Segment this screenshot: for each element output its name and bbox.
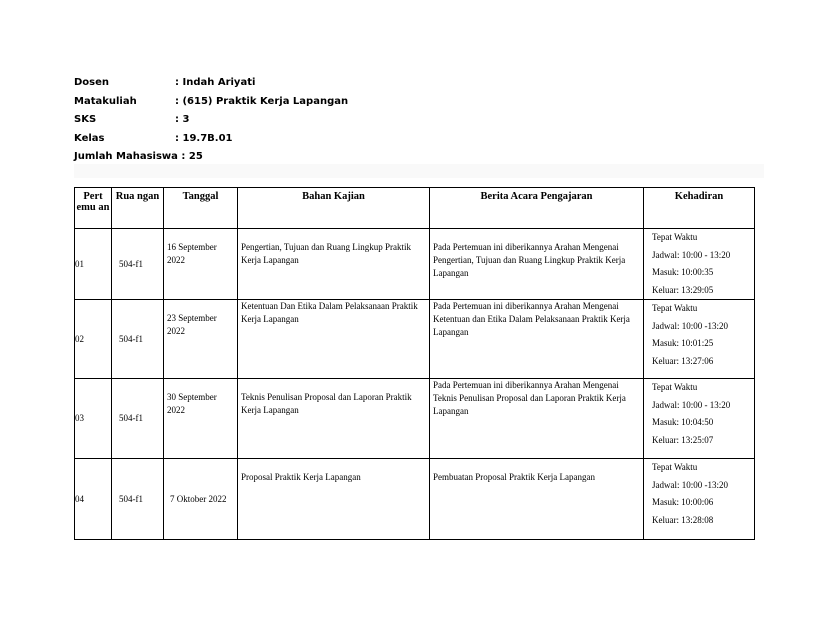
jadwal-text: Jadwal: 10:00 -13:20 — [652, 320, 728, 331]
header-ruangan: Rua ngan — [112, 188, 164, 229]
jadwal-text: Jadwal: 10:00 - 13:20 — [652, 249, 731, 260]
cell-tanggal: 23 September 2022 — [164, 300, 238, 379]
jumlah-label: Jumlah Mahasiswa — [74, 151, 178, 162]
keluar-text: Keluar: 13:27:06 — [652, 355, 714, 366]
cell-tanggal: 16 September 2022 — [164, 229, 238, 300]
keluar-text: Keluar: 13:28:08 — [652, 514, 714, 525]
cell-ruangan: 504-f1 — [112, 300, 164, 379]
cell-tanggal: 30 September 2022 — [164, 379, 238, 459]
status-text: Tepat Waktu — [652, 232, 698, 242]
table-row — [75, 459, 755, 540]
header-bahan-kajian: Bahan Kajian — [238, 188, 430, 229]
dosen-label: Dosen — [74, 77, 110, 88]
cell-ruangan: 504-f1 — [112, 459, 164, 540]
cell-tanggal: 7 Oktober 2022 — [164, 459, 238, 540]
divider-band — [74, 164, 764, 178]
status-text: Tepat Waktu — [652, 382, 698, 392]
cell-ruangan: 504-f1 — [112, 229, 164, 300]
dosen-value: : Indah Ariyati — [175, 77, 256, 88]
cell-no: 01 — [75, 229, 112, 300]
table-row — [75, 379, 755, 459]
cell-bahan: Pengertian, Tujuan dan Ruang Lingkup Praktik Kerja Lapangan — [238, 229, 430, 300]
attendance-table — [74, 187, 755, 540]
table-row — [75, 229, 755, 300]
cell-kehadiran — [644, 459, 755, 540]
header-kehadiran: Kehadiran — [644, 188, 755, 229]
kelas-value: : 19.7B.01 — [175, 132, 233, 144]
cell-berita: Pembuatan Proposal Praktik Kerja Lapangan — [430, 459, 644, 540]
status-text: Tepat Waktu — [652, 303, 698, 313]
sks-row — [74, 111, 203, 130]
course-info — [74, 74, 349, 167]
matakuliah-label: Matakuliah — [74, 95, 137, 107]
header-berita-acara: Berita Acara Pengajaran — [430, 188, 644, 229]
jadwal-text: Jadwal: 10:00 -13:20 — [652, 479, 728, 490]
header-row — [75, 188, 755, 229]
cell-kehadiran — [644, 229, 755, 300]
cell-bahan: Teknis Penulisan Proposal dan Laporan Praktik Kerja Lapangan — [238, 379, 430, 459]
header-pertemuan: Pert emu an — [75, 188, 112, 229]
masuk-text: Masuk: 10:04:50 — [652, 417, 714, 427]
jadwal-text: Jadwal: 10:00 - 13:20 — [652, 399, 731, 410]
cell-berita: Pada Pertemuan ini diberikannya Arahan Mengenai Pengertian, Tujuan dan Ruang Lingkup Praktik Kerja Lapangan — [430, 229, 644, 300]
cell-bahan: Ketentuan Dan Etika Dalam Pelaksanaan Praktik Kerja Lapangan — [238, 300, 430, 379]
masuk-text: Masuk: 10:00:06 — [652, 497, 714, 507]
cell-no: 04 — [75, 459, 112, 540]
keluar-text: Keluar: 13:25:07 — [652, 434, 714, 445]
masuk-text: Masuk: 10:01:25 — [652, 338, 714, 348]
kelas-row — [74, 130, 233, 149]
cell-no: 03 — [75, 379, 112, 459]
sks-label: SKS — [74, 114, 97, 125]
masuk-text: Masuk: 10:00:35 — [652, 267, 714, 277]
kelas-label: Kelas — [74, 132, 105, 144]
cell-no: 02 — [75, 300, 112, 379]
matakuliah-row — [74, 93, 349, 112]
cell-berita: Pada Pertemuan ini diberikannya Arahan Mengenai Ketentuan dan Etika Dalam Pelaksanaan Praktik Kerja Lapangan — [430, 300, 644, 379]
keluar-text: Keluar: 13:29:05 — [652, 284, 714, 295]
table-row — [75, 300, 755, 379]
status-text: Tepat Waktu — [652, 462, 698, 472]
matakuliah-value: : (615) Praktik Kerja Lapangan — [175, 95, 349, 107]
jumlah-value: : 25 — [181, 151, 203, 162]
cell-kehadiran — [644, 300, 755, 379]
cell-ruangan: 504-f1 — [112, 379, 164, 459]
sks-value: : 3 — [175, 114, 190, 125]
header-tanggal: Tanggal — [164, 188, 238, 229]
cell-berita: Pada Pertemuan ini diberikannya Arahan Mengenai Teknis Penulisan Proposal dan Laporan Praktik Kerja Lapangan — [430, 379, 644, 459]
cell-kehadiran — [644, 379, 755, 459]
dosen-row — [74, 74, 256, 93]
cell-bahan: Proposal Praktik Kerja Lapangan — [238, 459, 430, 540]
